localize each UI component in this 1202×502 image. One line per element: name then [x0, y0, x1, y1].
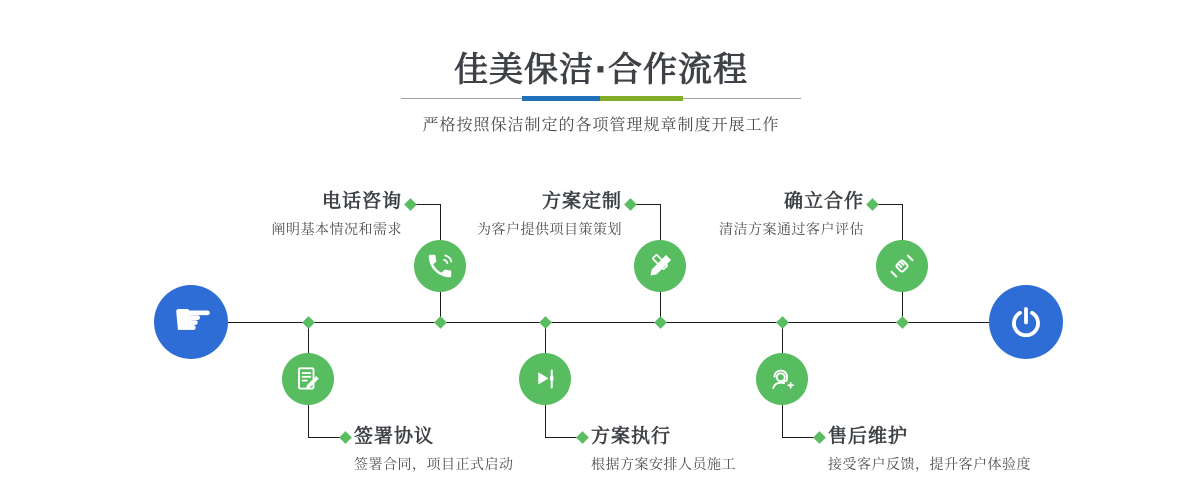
phone-icon: [425, 251, 455, 281]
step-node-support: [756, 353, 808, 405]
play-slider-icon: [530, 364, 560, 394]
step-desc: 签署合同，项目正式启动: [354, 457, 514, 473]
power-icon: [1007, 303, 1045, 341]
step-desc: 接受客户反馈，提升客户体验度: [828, 457, 1031, 473]
step-title: 方案定制: [541, 190, 622, 212]
page-title: 佳美保洁·合作流程: [454, 50, 748, 90]
step-title: 方案执行: [591, 425, 672, 447]
step-desc: 阐明基本情况和需求: [271, 222, 402, 238]
hand-pointer-icon: ☛: [172, 292, 214, 346]
timeline-diamond: [654, 316, 667, 329]
timeline-diamond: [539, 316, 552, 329]
step-desc: 为客户提供项目策策划: [477, 222, 622, 238]
divider-green-bar: [600, 96, 683, 101]
divider-blue-bar: [522, 96, 600, 101]
title-divider: [401, 96, 801, 101]
step-node-design: [634, 240, 686, 292]
label-diamond: [624, 198, 637, 211]
start-node: [154, 285, 228, 359]
label-diamond: [813, 431, 826, 444]
step-label: [272, 186, 403, 239]
timeline-diamond: [302, 316, 315, 329]
step-label: [477, 186, 622, 239]
step-desc: 清洁方案通过客户评估: [719, 222, 864, 238]
step-desc: 根据方案安排人员施工: [591, 457, 736, 473]
step-label: [591, 421, 736, 474]
contract-sign-icon: [293, 364, 323, 394]
timeline-line: [224, 322, 994, 323]
step-title: 签署协议: [354, 425, 435, 447]
step-label: [719, 186, 864, 239]
support-headset-icon: [767, 364, 797, 394]
label-diamond: [339, 431, 352, 444]
end-node: [989, 285, 1063, 359]
step-title: 确立合作: [783, 190, 864, 212]
timeline-diamond: [434, 316, 447, 329]
timeline-diamond: [896, 316, 909, 329]
step-node-execute: [519, 353, 571, 405]
step-node-handshake: [876, 240, 928, 292]
timeline-diamond: [776, 316, 789, 329]
step-node-contract: [282, 353, 334, 405]
step-title: 售后维护: [828, 425, 909, 447]
handshake-icon: [887, 251, 917, 281]
page-subtitle: 严格按照保洁制定的各项管理规章制度开展工作: [422, 115, 780, 134]
step-node-phone: [414, 240, 466, 292]
step-label: [354, 421, 514, 474]
label-diamond: [404, 198, 417, 211]
pencil-ruler-icon: [645, 251, 675, 281]
step-title: 电话咨询: [321, 190, 402, 212]
label-diamond: [866, 198, 879, 211]
step-label: [828, 421, 1031, 474]
label-diamond: [576, 431, 589, 444]
